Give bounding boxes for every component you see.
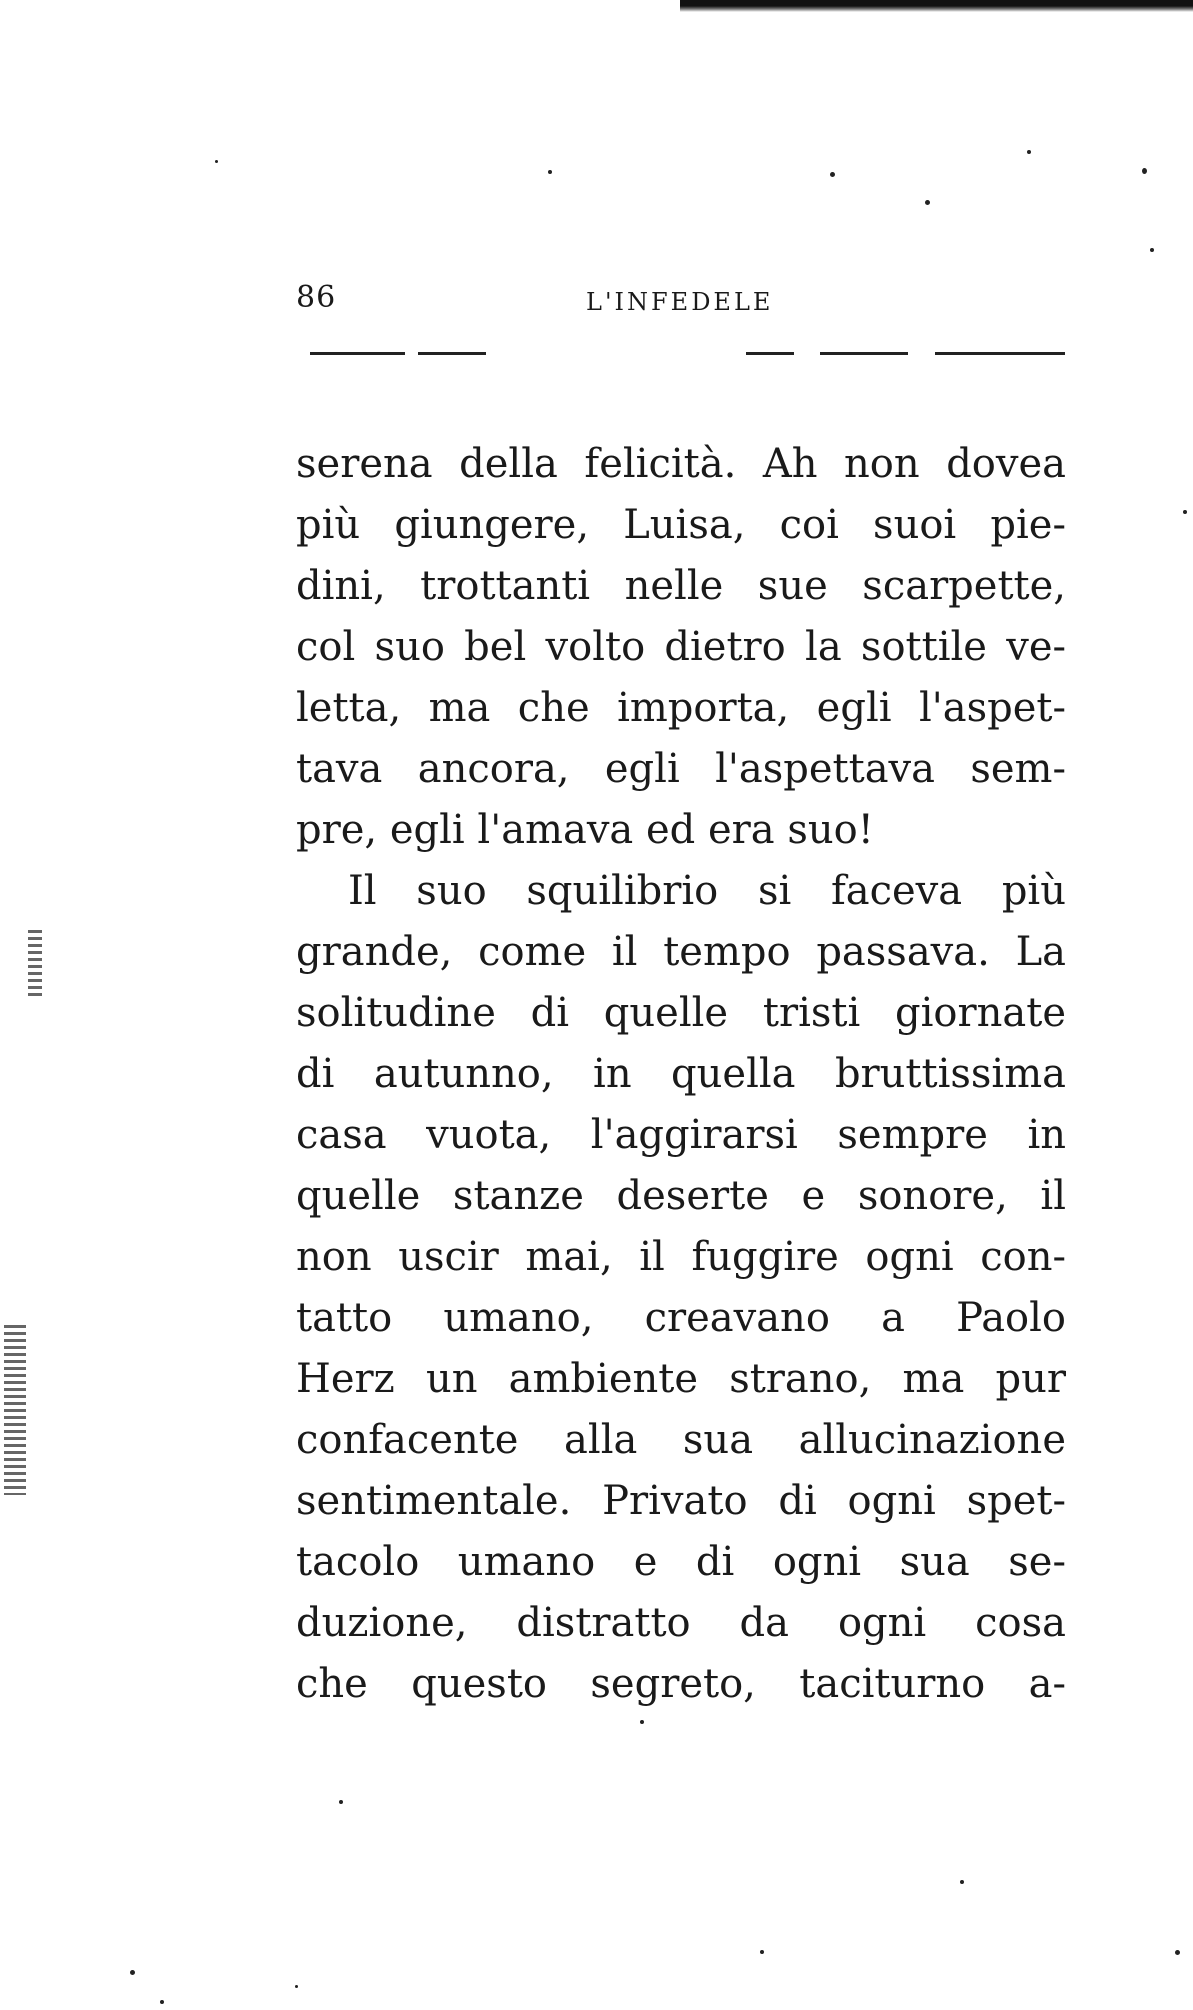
scan-speck	[548, 170, 552, 174]
scan-speck	[130, 1970, 135, 1975]
text-line: sentimentale. Privato di ogni spet-	[296, 1478, 1066, 1524]
text-line: non uscir mai, il fuggire ogni con-	[296, 1234, 1066, 1280]
scan-speck	[830, 172, 835, 177]
text-line: tacolo umano e di ogni sua se-	[296, 1539, 1066, 1585]
text-line: tatto umano, creavano a Paolo	[296, 1295, 1066, 1341]
text-line: che questo segreto, taciturno a-	[296, 1661, 1066, 1707]
header-rule	[310, 352, 405, 355]
scan-top-edge	[680, 0, 1193, 12]
text-line: Herz un ambiente strano, ma pur	[296, 1356, 1066, 1402]
text-line: quelle stanze deserte e sonore, il	[296, 1173, 1066, 1219]
text-line: confacente alla sua allucinazione	[296, 1417, 1066, 1463]
scan-speck	[295, 1985, 298, 1988]
running-head: L'INFEDELE	[586, 288, 774, 316]
text-line: dini, trottanti nelle sue scarpette,	[296, 563, 1066, 609]
text-line: pre, egli l'amava ed era suo!	[296, 807, 874, 853]
text-line: col suo bel volto dietro la sottile ve-	[296, 624, 1066, 670]
scan-noise	[4, 1325, 26, 1495]
scan-speck	[760, 1950, 764, 1954]
header-rule	[820, 352, 908, 355]
header-rule	[746, 352, 794, 355]
text-line: letta, ma che importa, egli l'aspet-	[296, 685, 1066, 731]
scan-speck	[339, 1800, 343, 1804]
text-line: Il suo squilibrio si faceva più	[348, 868, 1066, 914]
scan-speck	[1142, 168, 1147, 174]
body-text	[296, 434, 1066, 1715]
scan-speck	[1175, 1950, 1180, 1955]
page-number: 86	[296, 280, 337, 315]
header-rule	[418, 352, 486, 355]
text-line: casa vuota, l'aggirarsi sempre in	[296, 1112, 1066, 1158]
scan-speck	[215, 160, 218, 163]
scan-speck	[1183, 510, 1187, 514]
text-line: solitudine di quelle tristi giornate	[296, 990, 1066, 1036]
scan-speck	[1027, 150, 1031, 154]
scan-speck	[640, 1720, 644, 1724]
text-line: duzione, distratto da ogni cosa	[296, 1600, 1066, 1646]
scan-speck	[160, 2000, 164, 2004]
scan-speck	[1150, 248, 1154, 252]
text-line: grande, come il tempo passava. La	[296, 929, 1066, 975]
scan-speck	[960, 1880, 964, 1884]
text-line: più giungere, Luisa, coi suoi pie-	[296, 502, 1066, 548]
text-line: tava ancora, egli l'aspettava sem-	[296, 746, 1066, 792]
text-line: di autunno, in quella bruttissima	[296, 1051, 1066, 1097]
scan-speck	[925, 200, 930, 205]
header-rule	[935, 352, 1065, 355]
scan-noise	[28, 930, 42, 1000]
text-line: serena della felicità. Ah non dovea	[296, 441, 1066, 487]
